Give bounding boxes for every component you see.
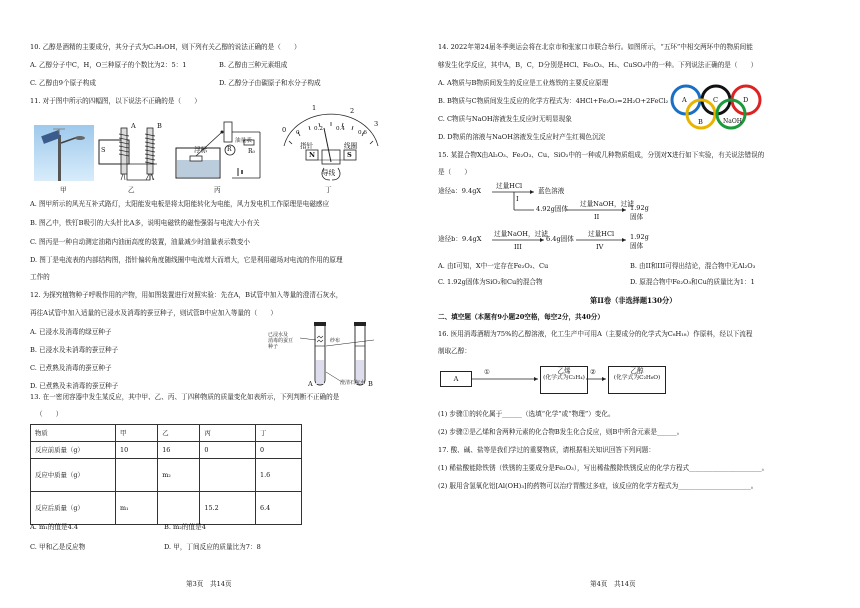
q14-stem-line1: 14. 2022年第24届冬季奥运会将在北京市和张家口市联合举行。如图所示，“五环”中相交两环中的物质间能 — [438, 43, 753, 51]
wire-label: 导线 — [322, 169, 336, 177]
q13-option-b: B. m₂的值是4 — [164, 523, 206, 531]
part2-subtitle: 二、填空题（本题有9小题20空格，每空2分，共40分） — [438, 313, 604, 321]
table-header-cell: 丙 — [200, 425, 256, 442]
table-row — [31, 459, 302, 492]
q10-option-b: B. 乙醇由三种元素组成 — [219, 61, 288, 69]
ring-label-b: B — [698, 118, 703, 126]
table-cell: 0 — [200, 442, 256, 459]
coil-label: 线圈 — [344, 142, 358, 150]
fig-label-bing: 丙 — [214, 186, 221, 194]
q12-option-a: A. 已浸水及消毒的绿豆种子 — [30, 328, 112, 336]
fig-label-yi: 乙 — [128, 186, 135, 194]
gauze-label: 纱布 — [330, 338, 341, 344]
table-cell: 反应后质量（g） — [31, 492, 116, 525]
flow-b-result-label: 固体 — [630, 242, 644, 250]
ethanol-flow-diagram — [438, 362, 678, 398]
q12-stem-line1: 12. 为探究植物种子呼吸作用的产物，用如图装置进行对照实验：先在A，B试管中加入等量的澄清石灰水， — [30, 291, 343, 299]
ring-label-naoh: NaOH — [723, 118, 742, 125]
table-header-cell: 甲 — [116, 425, 158, 442]
q13-option-c: C. 甲和乙是反应物 — [30, 543, 86, 551]
q15-option-b: B. 由II和III可得出结论，混合物中无Al₂O₃ — [630, 262, 756, 270]
table-row — [31, 442, 302, 459]
flow-a-result-label: 固体 — [630, 213, 644, 221]
q12-stem-line2: 再往A试管中加入适量的已浸水及消毒的蚕豆种子，则试管B中应加入等量的（ ） — [30, 309, 277, 317]
flow-b-step1: III — [514, 243, 522, 251]
tube-b-label: B — [368, 380, 373, 388]
q10-stem: 10. 乙醇是酒精的主要成分，其分子式为C₂H₅OH，则下列有关乙醇的说法正确的是（ ） — [30, 43, 301, 51]
tube-note-1: 已浸水及 — [268, 332, 289, 338]
nail-label-b: B — [157, 122, 162, 130]
flow-a-reagent2: 过量NaOH，过滤 — [580, 200, 634, 208]
page-number-left: 第3页 共14页 — [186, 580, 232, 588]
flow-box-ethanol — [608, 366, 666, 394]
scale-top-3: 3 — [374, 120, 379, 128]
ring-label-d: D — [743, 96, 749, 104]
q11-option-d-cont: 工作的 — [30, 273, 50, 281]
resistor-r0-label: R₀ — [248, 148, 255, 155]
q15-option-c: C. 1.92g固体为SiO₂和Cu的混合物 — [438, 278, 543, 286]
part2-title: 第II卷（非选择题130分） — [590, 296, 677, 305]
scale-bottom-3: 0.6 — [358, 130, 367, 136]
electromagnet-diagram — [97, 120, 169, 184]
q15-stem-line2: 是（ ） — [438, 168, 471, 176]
ethanol-name: 乙醇 — [630, 367, 644, 375]
flow-b-reagent2: 过量HCl — [588, 230, 615, 238]
q13-option-a: A. m₁的值是4.4 — [30, 523, 79, 531]
q15-stem-line1: 15. 某混合物X由Al₂O₃、Fe₂O₃、Cu、SiO₂中的一种或几种物质组成，分别对X进行如下实验，有关说法错误的 — [438, 151, 765, 159]
tube-note-3: 种子 — [268, 344, 279, 350]
q14-option-a: A. A物质与B物质间发生的反应是工业炼铁的主要反应原理 — [438, 79, 609, 87]
flow-path-a — [438, 180, 738, 228]
q14-option-d: D. D物质的溶液与NaOH溶液发生反应时产生红褐色沉淀 — [438, 133, 606, 141]
fig-label-jia: 甲 — [60, 186, 67, 194]
resistor-r-label: R — [227, 146, 232, 153]
flow-b-result: 1.92g — [630, 233, 649, 241]
pointer-label: 指针 — [300, 142, 314, 150]
olympic-rings-diagram — [670, 82, 794, 134]
ring-label-a: A — [682, 96, 687, 104]
q11-option-a: A. 图甲所示的风光互补式路灯，太阳能发电板是将太阳能转化为电能，风力发电机工作原理是电磁感应 — [30, 200, 330, 208]
q17-part-2: (2) 服用含氢氧化铝[Al(OH)₃]的药物可以治疗胃酸过多症，该反应的化学方程式为______________________。 — [438, 482, 758, 490]
q11-option-d: D. 图丁是电流表的内部结构图，指针偏转角度随线圈中电流增大而增大，它是利用磁场对电流的作用的原理 — [30, 256, 343, 264]
q16-part-1: (1) 步骤①的转化属于______（选填“化学”或“物理”）变化。 — [438, 410, 615, 418]
scale-top-1: 1 — [312, 104, 317, 112]
oil-meter-label: 油量表 — [235, 138, 252, 144]
ethylene-formula: (化学式为C₂H₄) — [543, 375, 585, 382]
table-header-cell: 物质 — [31, 425, 116, 442]
scale-zero: 0 — [282, 126, 287, 134]
magnet-s-label: S — [347, 151, 352, 159]
page-number-right: 第4页 共14页 — [590, 580, 636, 588]
table-row — [31, 492, 302, 525]
flow-a-reagent1: 过量HCl — [496, 182, 523, 190]
flow-path-b — [438, 228, 738, 258]
ethylene-name: 乙烯 — [557, 367, 571, 375]
q17-stem: 17. 酸、碱、盐等是我们学过的重要物质，请根据相关知识回答下列问题： — [438, 446, 655, 454]
table-cell: 1.6 — [256, 459, 302, 492]
ethanol-formula: (化学式为C₂H₆O) — [613, 375, 661, 382]
table-cell: 10 — [116, 442, 158, 459]
q12-option-d: D. 已煮熟及未消毒的蚕豆种子 — [30, 382, 119, 390]
flow-a-blue-solution: 蓝色溶液 — [538, 187, 565, 195]
q10-option-c: C. 乙醇由9个原子构成 — [30, 79, 96, 87]
tube-note-2: 消毒的蚕豆 — [268, 338, 294, 344]
ring-label-c: C — [713, 96, 719, 104]
flow-a-step1: I — [516, 195, 519, 203]
q10-option-a: A. 乙醇分子中C，H，O三种原子的个数比为2：5：1 — [30, 61, 187, 69]
scale-bottom-2: 0.4 — [336, 126, 345, 132]
scale-bottom-0: 0 — [296, 130, 300, 136]
scale-top-2: 2 — [350, 107, 355, 115]
float-label: 浮标 — [194, 146, 208, 154]
flow-step-2: ② — [590, 368, 596, 376]
q13-stem-line1: 13. 在一密闭容器中发生某反应，其中甲、乙、丙、丁四种物质的质量变化如表所示，下列判断不正确的是 — [30, 393, 340, 401]
table-header-cell: 乙 — [158, 425, 200, 442]
test-tube-diagram — [268, 316, 388, 390]
flow-box-ethylene — [540, 366, 588, 394]
q13-mass-table — [30, 424, 302, 525]
q16-part-2: (2) 步骤②是乙烯和含两种元素的化合物B发生化合反应，则B中所含元素是______。 — [438, 428, 684, 436]
q12-option-b: B. 已浸水及未消毒的蚕豆种子 — [30, 346, 119, 354]
q16-stem-line1: 16. 医用消毒酒精为75%的乙醇溶液，化工生产中可用A（主要成分的化学式为C₈H₁₈）作原料，经以下流程 — [438, 330, 753, 338]
oil-gauge-diagram — [172, 118, 264, 184]
table-cell: 反应前质量（g） — [31, 442, 116, 459]
right-page — [430, 0, 860, 608]
q11-option-c: C. 图丙是一种自动测定油箱内油面高度的装置，油量减少时油量表示数变小 — [30, 238, 251, 246]
table-header-row — [31, 425, 302, 442]
table-cell: 0 — [256, 442, 302, 459]
nail-label-a: A — [131, 122, 136, 130]
q14-stem-line2: 够发生化学反应，其中A，B，C，D分别是HCl、Fe₂O₃、H₂、CuSO₄中的一种。下列说法正确的是（ ） — [438, 61, 758, 69]
flow-b-reagent1: 过量NaOH，过滤 — [494, 230, 548, 238]
table-cell: m₂ — [158, 459, 200, 492]
switch-label-s: S — [101, 146, 106, 154]
q14-option-b: B. B物质与C物质间发生反应的化学方程式为：4HCl+Fe₂O₃=2H₂O+2FeCl₂ — [438, 97, 669, 105]
flow-a-solid1: 4.92g固体 — [536, 205, 569, 213]
q15-option-d: D. 原混合物中Fe₂O₃和Cu的质量比为1：1 — [630, 278, 755, 286]
flow-b-solid1: 6.4g固体 — [546, 235, 574, 243]
flow-step-1: ① — [484, 368, 490, 376]
table-cell: 6.4 — [256, 492, 302, 525]
flow-a-start: 途径a：9.4gX — [438, 187, 482, 195]
q16-stem-line2: 制取乙醇： — [438, 347, 471, 355]
q15-option-a: A. 由I可知，X中一定存在Fe₂O₃、Cu — [438, 262, 549, 270]
flow-box-a: A — [440, 371, 472, 387]
q12-option-c: C. 已煮熟及消毒的蚕豆种子 — [30, 364, 112, 372]
q10-option-d: D. 乙醇分子由碳原子和水分子构成 — [219, 79, 321, 87]
q11-option-b: B. 图乙中，铁钉B吸引的大头针比A多，说明电磁铁的磁性强弱与电流大小有关 — [30, 219, 260, 227]
q17-part-1: (1) 稀盐酸能除铁锈（铁锈的主要成分是Fe₂O₃），写出稀盐酸除铁锈反应的化学方程式______________________。 — [438, 464, 769, 472]
tube-a-label: A — [308, 380, 313, 388]
q11-stem: 11. 对于图中所示的四幅图，以下说法不正确的是（ ） — [30, 97, 201, 105]
scale-bottom-1: 0.2 — [314, 126, 323, 132]
flow-a-result: 1.92g — [630, 204, 649, 212]
table-cell — [116, 459, 158, 492]
table-header-cell: 丁 — [256, 425, 302, 442]
street-light-photo — [34, 125, 94, 181]
table-cell: m₁ — [116, 492, 158, 525]
q14-option-c: C. C物质与NaOH溶液发生反应时无明显现象 — [438, 115, 572, 123]
table-cell: 反应中质量（g） — [31, 459, 116, 492]
table-cell: 16 — [158, 442, 200, 459]
flow-a-step2: II — [594, 213, 600, 221]
table-cell: 15.2 — [200, 492, 256, 525]
flow-b-step2: IV — [596, 243, 604, 251]
table-cell — [158, 492, 200, 525]
table-cell — [200, 459, 256, 492]
fig-label-ding: 丁 — [325, 186, 332, 194]
ammeter-diagram — [276, 106, 386, 184]
magnet-n-label: N — [309, 151, 316, 159]
flow-b-start: 途径b：9.4gX — [438, 235, 482, 243]
q13-stem-line2: （ ） — [36, 410, 63, 418]
limewater-label: 澄清石灰水 — [340, 380, 366, 386]
q13-option-d: D. 甲，丁间反应的质量比为7：8 — [164, 543, 261, 551]
